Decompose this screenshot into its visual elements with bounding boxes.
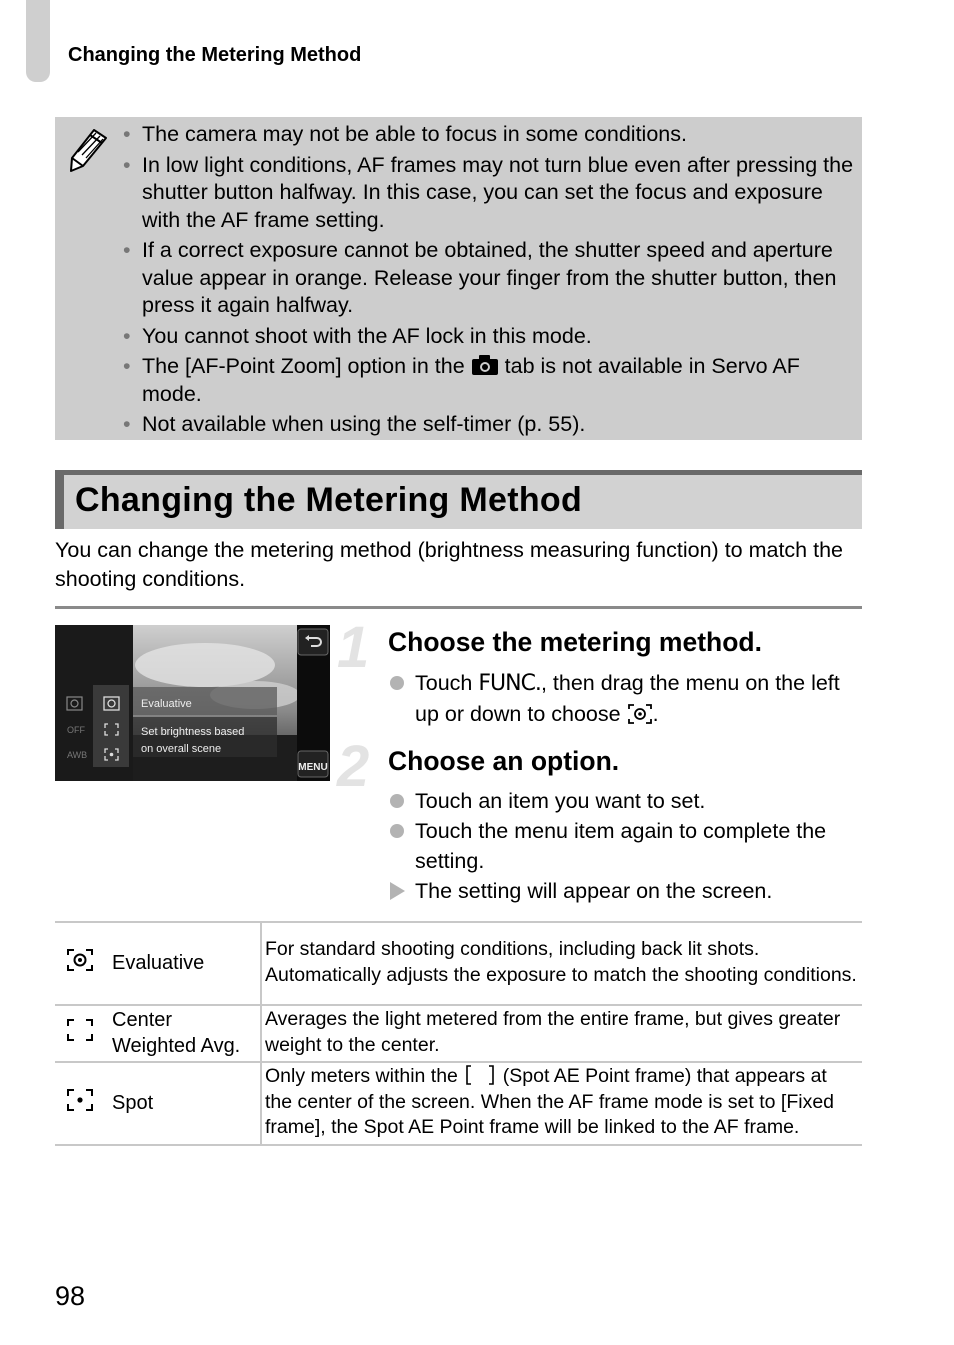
caution-note-box xyxy=(55,117,862,440)
step-instructions xyxy=(388,786,858,906)
page-number: 98 xyxy=(55,1281,86,1311)
camera-screen-image xyxy=(55,625,330,781)
menu-button: MENU xyxy=(298,762,328,773)
section-title: Changing the Metering Method xyxy=(75,481,583,519)
func-button-label: FUNC. xyxy=(478,671,541,696)
note-item: • In low light conditions, AF frames may not turn blue even after pressing the shutter button halfway. In this case, you can set the focus and exposure with the AF frame setting. xyxy=(123,152,854,232)
section-header xyxy=(55,470,862,529)
spot-frame-icon xyxy=(463,1064,497,1086)
step-instructions xyxy=(388,668,858,729)
evaluative-metering-icon xyxy=(66,948,94,972)
step-number: 2 xyxy=(337,734,370,799)
note-item: • Not available when using the self-timer (p. 55). xyxy=(123,412,586,436)
instruction-item: Touch an item you want to set. xyxy=(388,786,858,816)
mode-description: For standard shooting conditions, including back lit shots. Automatically adjusts the exposure to match the shooting conditions. xyxy=(261,922,862,1005)
mode-description: Averages the light metered from the entire frame, but gives greater weight to the center. xyxy=(261,1005,862,1062)
metering-table xyxy=(55,921,862,1146)
svg-text:OFF: OFF xyxy=(67,725,85,735)
camera-icon xyxy=(471,354,499,376)
center-weighted-icon xyxy=(66,1018,94,1042)
intro-paragraph: You can change the metering method (brightness measuring function) to match the shooting conditions. xyxy=(55,538,844,591)
page-tab-marker xyxy=(26,0,50,82)
divider xyxy=(55,606,862,609)
step-title: Choose the metering method. xyxy=(388,627,762,657)
option-description-line2: on overall scene xyxy=(141,743,222,755)
evaluative-metering-icon xyxy=(627,703,653,725)
table-row xyxy=(55,922,862,1005)
running-head: Changing the Metering Method xyxy=(68,44,362,66)
mode-description: Only meters within the (Spot AE Point frame) that appears at the center of the screen. When the AF frame mode is set to [Fixed frame], the Spot AE Point frame will be linked to the AF frame. xyxy=(261,1062,862,1145)
mode-name: Evaluative xyxy=(105,922,261,1005)
note-item: • The [AF-Point Zoom] option in the tab is not available in Servo AF mode. xyxy=(123,354,800,406)
svg-text:AWB: AWB xyxy=(67,750,88,760)
note-item: • The camera may not be able to focus in some conditions. xyxy=(123,122,687,146)
spot-metering-icon xyxy=(66,1088,94,1112)
note-list xyxy=(123,121,855,442)
instruction-item: Touch FUNC., then drag the menu on the left up or down to choose . xyxy=(388,668,858,729)
mode-name: Center Weighted Avg. xyxy=(105,1005,261,1062)
note-item: • If a correct exposure cannot be obtained, the shutter speed and aperture value appear in orange. Release your finger from the shutter button, then press it again halfway. xyxy=(123,238,837,317)
option-description-line1: Set brightness based xyxy=(141,726,245,738)
instruction-item: Touch the menu item again to complete the setting. xyxy=(388,816,858,876)
option-label: Evaluative xyxy=(141,698,192,710)
mode-name: Spot xyxy=(105,1062,261,1145)
step-number: 1 xyxy=(337,615,370,680)
result-item: The setting will appear on the screen. xyxy=(388,876,858,906)
pencil-icon xyxy=(69,127,109,173)
table-row xyxy=(55,1062,862,1145)
step-title: Choose an option. xyxy=(388,746,620,776)
note-item: • You cannot shoot with the AF lock in this mode. xyxy=(123,323,592,348)
table-row xyxy=(55,1005,862,1062)
